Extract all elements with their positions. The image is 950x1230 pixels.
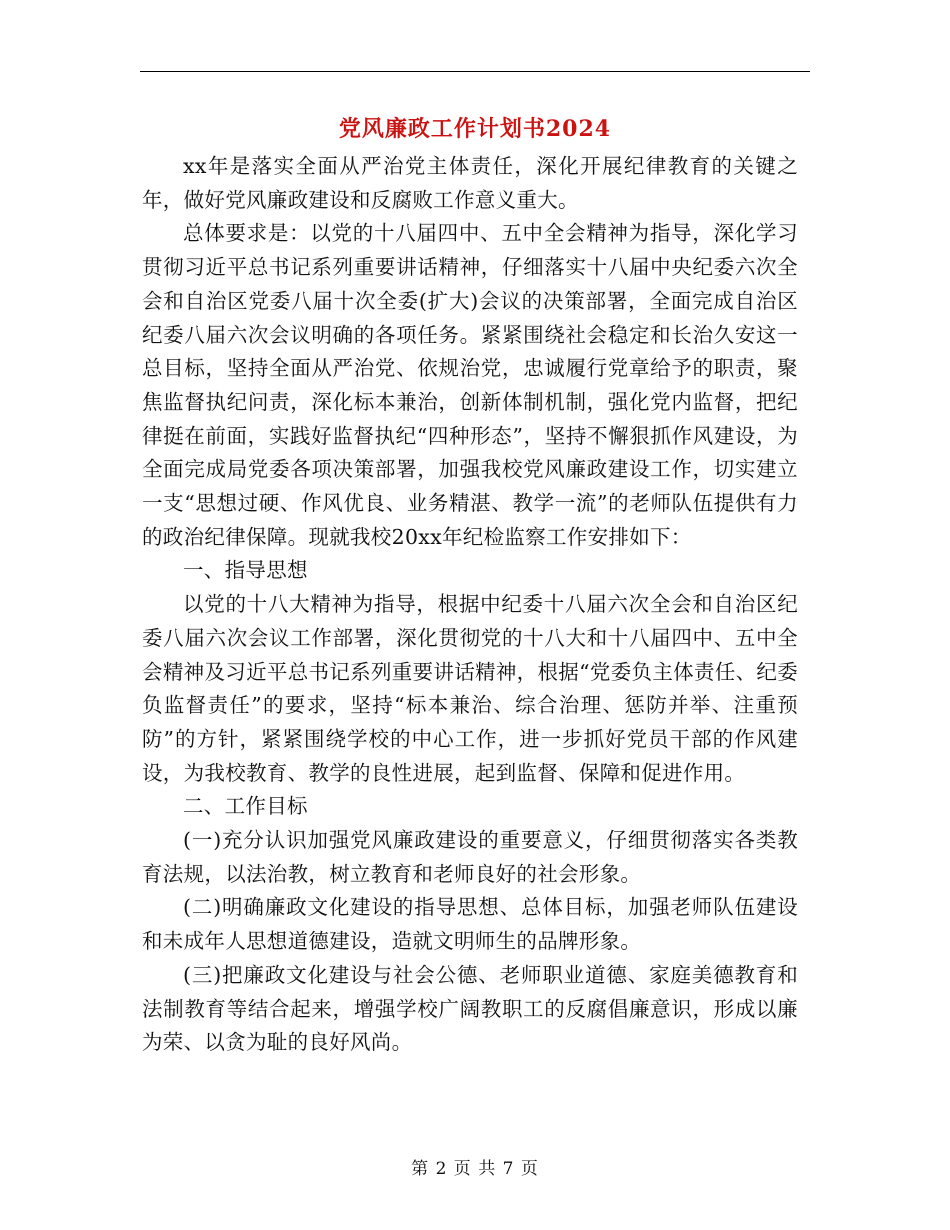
document-body [142,150,798,1060]
paragraph-goal-2: (二)明确廉政文化建设的指导思想、总体目标，加强老师队伍建设和未成年人思想道德建设，造就文明师生的品牌形象。 [142,895,798,954]
page-number-footer: 第 2 页 共 7 页 [411,1159,539,1179]
header-rule [140,71,810,72]
paragraph-overall-requirements: 总体要求是：以党的十八届四中、五中全会精神为指导，深化学习贯彻习近平总书记系列重要讲话精神，仔细落实十八届中央纪委六次全会和自治区党委八届十次全委(扩大)会议的决策部署，全面完成自治区纪委八届六次会议明确的各项任务。紧紧围绕社会稳定和长治久安这一总目标，坚持全面从严治党、依规治党，忠诚履行党章给予的职责，聚焦监督执纪问责，深化标本兼治，创新体制机制，强化党内监督，把纪律挺在前面，实践好监督执纪“四种形态”，坚持不懈狠抓作风建设，为全面完成局党委各项决策部署，加强我校党风廉政建设工作，切实建立一支“思想过硬、作风优良、业务精湛、教学一流”的老师队伍提供有力的政治纪律保障。现就我校20xx年纪检监察工作安排如下： [142,221,798,549]
paragraph-guiding-ideology: 以党的十八大精神为指导，根据中纪委十八届六次全会和自治区纪委八届六次会议工作部署，深化贯彻党的十八大和十八届四中、五中全会精神及习近平总书记系列重要讲话精神，根据“党委负主体责任、纪委负监督责任”的要求，坚持“标本兼治、综合治理、惩防并举、注重预防”的方针，紧紧围绕学校的中心工作，进一步抓好党员干部的作风建设，为我校教育、教学的良性进展，起到监督、保障和促进作用。 [142,592,798,785]
paragraph-goal-1: (一)充分认识加强党风廉政建设的重要意义，仔细贯彻落实各类教育法规，以法治教，树立教育和老师良好的社会形象。 [142,828,798,886]
paragraph-intro: xx年是落实全面从严治党主体责任，深化开展纪律教育的关键之年，做好党风廉政建设和反腐败工作意义重大。 [142,154,798,212]
paragraph-goal-3: (三)把廉政文化建设与社会公德、老师职业道德、家庭美德教育和法制教育等结合起来，增强学校广阔教职工的反腐倡廉意识，形成以廉为荣、以贪为耻的良好风尚。 [142,962,798,1055]
section-heading-work-goals: 二、工作目标 [183,794,308,819]
document-title: 党风廉政工作计划书2024 [338,116,612,142]
section-heading-guiding-ideology: 一、指导思想 [183,558,308,583]
